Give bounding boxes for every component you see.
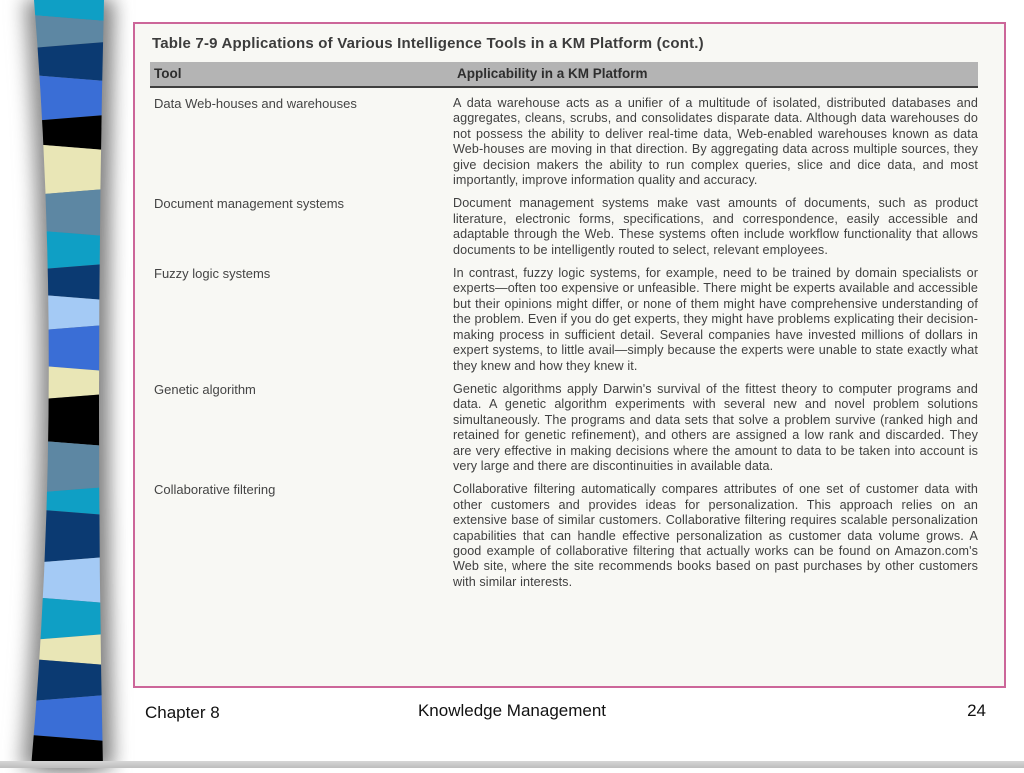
footer-title: Knowledge Management (417, 701, 607, 720)
column-header-tool: Tool (154, 66, 182, 81)
slide-footer (0, 698, 1024, 728)
tool-name: Collaborative filtering (154, 482, 276, 498)
table-row (150, 258, 978, 374)
footer-page-number: 24 (967, 701, 986, 720)
bottom-edge-strip (0, 761, 1024, 768)
tool-description: Collaborative filtering automatically compares attributes of one set of customer data with other customers and provides ideas for personalization. This approach relies on an extensive base of similar customers. Collaborative filtering requires scalable personalization capabilities that can handle effective personalization as customer data volume grows. A good example of collaborative filtering that actually works can be found on Amazon.com's Web site, where the site recommends books based on past purchases by other customers with similar interests. (453, 482, 978, 589)
column-header-applicability: Applicability in a KM Platform (457, 66, 648, 81)
table-header-row (150, 62, 978, 88)
footer-chapter: Chapter 8 (145, 703, 220, 722)
tool-name: Fuzzy logic systems (154, 266, 271, 282)
tool-name: Data Web-houses and warehouses (154, 96, 357, 111)
tool-description: Document management systems make vast amounts of documents, such as product literature, electronic forms, specifications, and correspondence, easily accessible and adaptable through the Web. These systems often include workflow functionality that allows documents to be intelligently routed to select, relevant employees. (453, 196, 978, 257)
table-figure (133, 22, 1006, 688)
table-row (150, 474, 978, 590)
tool-description: Genetic algorithms apply Darwin's survival of the fittest theory to computer programs and data. A genetic algorithm experiments with several new and novel problem solutions simultaneously. The programs and data sets that solve a problem survive (ranked high and retained for genetic refinement), and others are assigned a low rank and discarded. They are very effective in making decisions where the amount to data to be taken into account is very large and there are discontinuities in available data. (453, 381, 978, 473)
table-row (150, 88, 978, 188)
table-row (150, 188, 978, 258)
decorative-ribbon (0, 0, 130, 768)
table-title: Table 7-9 Applications of Various Intelligence Tools in a KM Platform (cont.) (152, 35, 704, 52)
tool-name: Document management systems (154, 196, 345, 212)
table-row (150, 374, 978, 474)
tool-name: Genetic algorithm (154, 381, 256, 397)
tool-description: In contrast, fuzzy logic systems, for example, need to be trained by domain specialists or experts—often too expensive or unfeasible. There might be experts available and accessible but their opinions might differ, or none of them might have comprehensive understanding of the problem. Even if you do get experts, they might have problems explicating their decision-making process in sufficient detail. Several companies have invested millions of dollars in expert systems, to little avail—simply because the experts were unable to state exactly what they knew and how they knew it. (453, 266, 978, 373)
ribbon-graphic (0, 0, 130, 768)
tool-description: A data warehouse acts as a unifier of a multitude of isolated, distributed databases and aggregates, cleans, scrubs, and consolidates disparate data. Although data warehouses do not possess the ability to deliver real-time data, Web-enabled warehouses known as data Web-houses are moving in that direction. By aggregating data across multiple sources, they give decision makers the ability to run complex queries, slice and dice data, and most importantly, improve information quality and accuracy. (453, 96, 978, 188)
